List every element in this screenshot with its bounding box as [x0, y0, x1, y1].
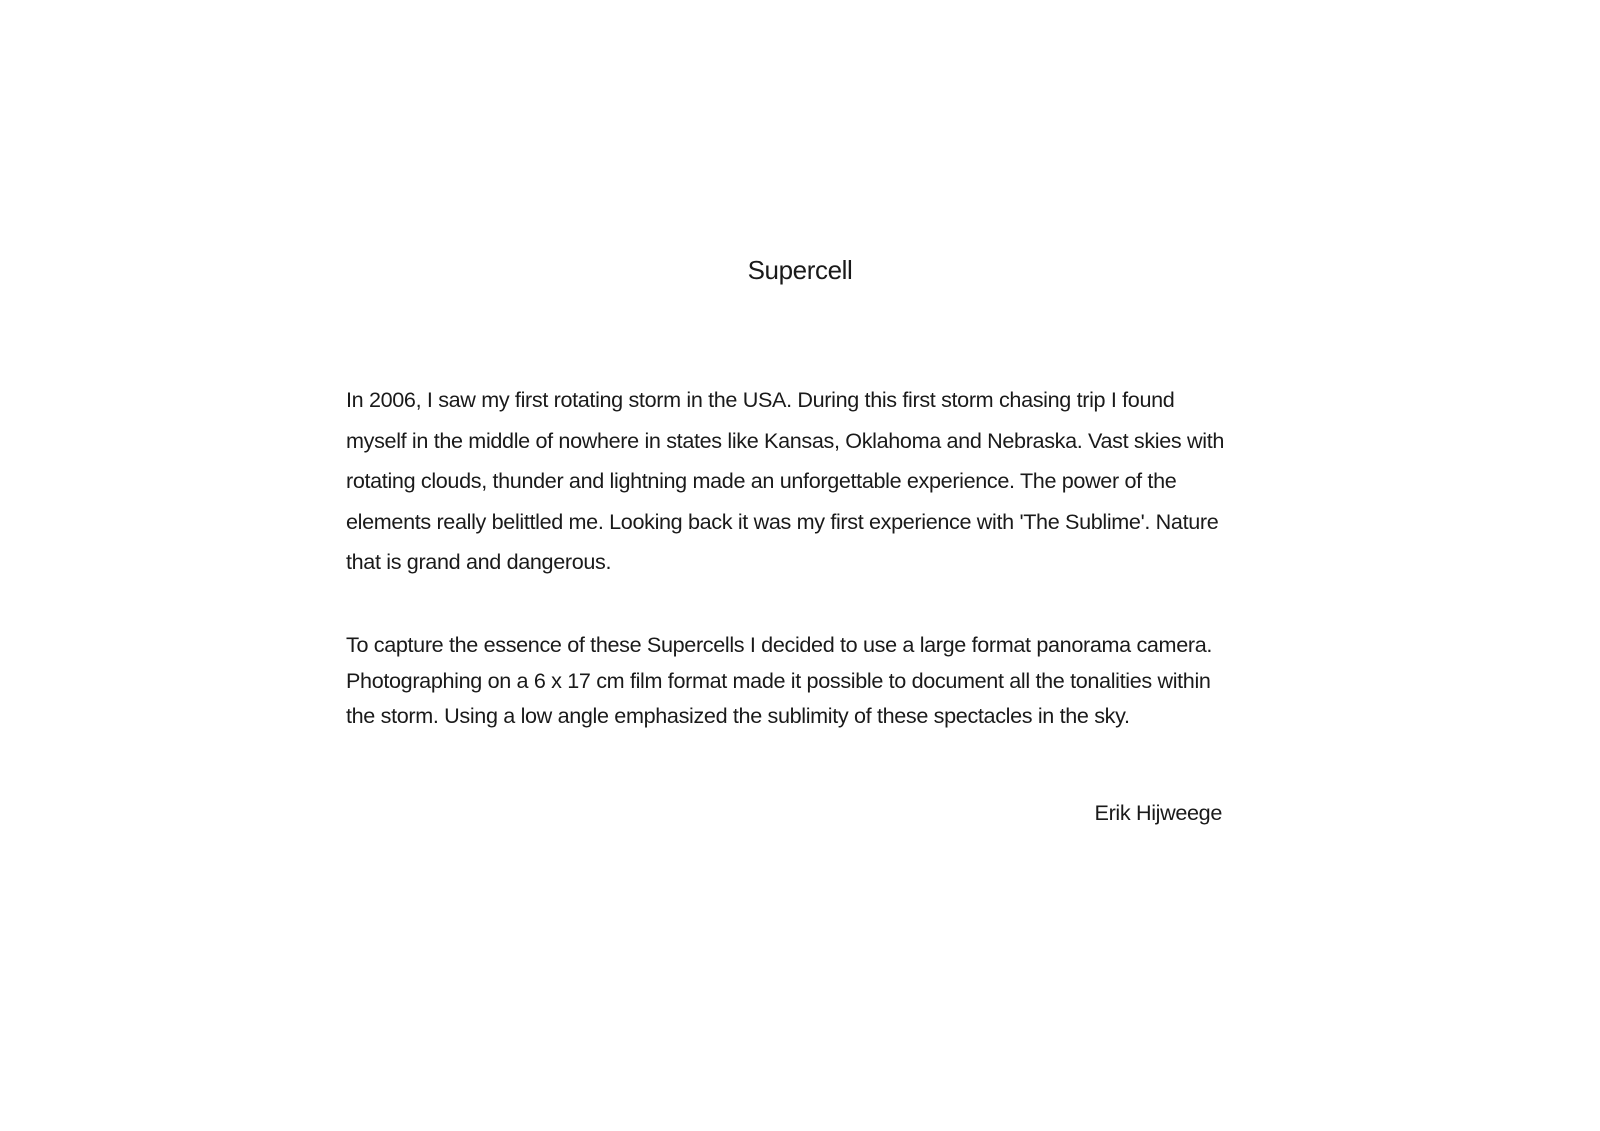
intro-paragraph: In 2006, I saw my first rotating storm in the USA. During this first storm chasing trip I found myself in the middle of nowhere in states like Kansas, Oklahoma and Nebraska. Vast skies with rotating clouds, thunder and lightning made an unforgettable experience. The power of the elements really belittled me. Looking back it was my first experience with 'The Sublime'. Nature that is grand and dangerous.	[346, 387, 1225, 574]
method-paragraph: To capture the essence of these Supercells I decided to use a large format panorama camera. Photographing on a 6 x 17 cm film format made it possible to document all the tonalities within the storm. Using a low angle emphasized the sublimity of these spectacles in the sky.	[346, 632, 1212, 728]
author-signature: Erik Hijweege	[1094, 800, 1222, 825]
document-title: Supercell	[747, 255, 853, 285]
